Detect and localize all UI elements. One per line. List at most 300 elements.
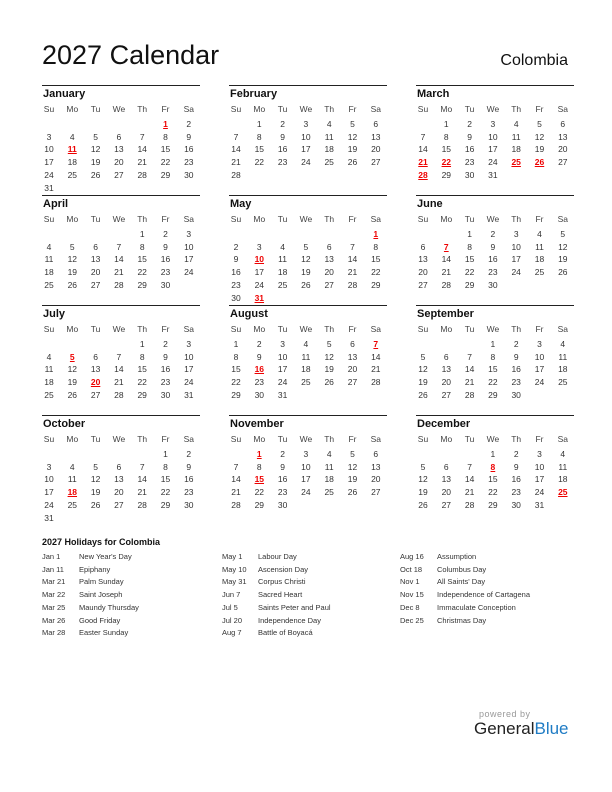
day: 23	[488, 267, 498, 278]
day: 2	[186, 449, 192, 459]
day: 17	[488, 144, 498, 155]
day: 20	[347, 364, 358, 375]
day: 10	[44, 144, 54, 155]
day: 3	[513, 229, 519, 239]
weekday-header: Fr	[348, 434, 357, 444]
weekday-header: Su	[230, 434, 242, 444]
weekday-header: Th	[511, 324, 522, 334]
day: 9	[163, 351, 168, 362]
day: 18	[534, 254, 545, 265]
day: 30	[231, 292, 241, 303]
month-january	[42, 85, 200, 196]
weekday-header: Mo	[253, 434, 266, 444]
day: 25	[324, 157, 334, 168]
day: 18	[44, 377, 54, 388]
day: 4	[69, 461, 75, 472]
day: 27	[90, 389, 101, 400]
day: 28	[231, 169, 241, 180]
day: 7	[233, 461, 239, 472]
day: 6	[443, 351, 449, 362]
day: 8	[163, 461, 168, 472]
day: 13	[441, 474, 452, 485]
day: 23	[160, 267, 171, 278]
weekday-header: Tu	[90, 214, 101, 224]
day: 26	[418, 389, 428, 400]
weekday-header: Mo	[66, 214, 79, 224]
brand-blue: Blue	[534, 719, 569, 738]
day: 27	[441, 499, 452, 510]
holiday-name: Labour Day	[258, 552, 297, 561]
day: 11	[558, 461, 568, 472]
holiday-name: Independence Day	[258, 615, 321, 625]
day: 26	[301, 279, 311, 290]
weekday-header: Mo	[440, 214, 453, 224]
day: 22	[464, 267, 475, 278]
day: 19	[347, 144, 358, 155]
day: 20	[114, 157, 124, 168]
month-february	[229, 85, 387, 196]
day: 1	[139, 229, 145, 239]
day: 13	[90, 364, 101, 375]
day: 29	[160, 499, 171, 510]
day: 6	[350, 339, 355, 349]
day: 30	[488, 279, 498, 290]
day: 6	[93, 351, 98, 362]
weekday-header: Sa	[557, 214, 568, 224]
day: 5	[93, 461, 98, 472]
day: 10	[301, 461, 311, 472]
day: 15	[137, 364, 147, 375]
day: 10	[184, 351, 194, 362]
day: 5	[420, 351, 426, 362]
day: 26	[67, 279, 78, 290]
day: 3	[490, 119, 496, 129]
holiday-day: 18	[67, 487, 78, 498]
day: 11	[44, 254, 54, 265]
day: 3	[537, 449, 542, 459]
day: 16	[231, 267, 241, 278]
day: 5	[326, 339, 332, 349]
day: 2	[467, 119, 472, 129]
holiday-day: 16	[254, 364, 265, 375]
day: 9	[256, 351, 262, 362]
day: 29	[488, 389, 498, 400]
weekday-header: Sa	[557, 324, 568, 334]
day: 30	[184, 499, 194, 510]
holiday-date: Oct 18	[400, 564, 423, 574]
day: 22	[137, 267, 147, 278]
holiday-date: Dec 25	[400, 615, 424, 625]
day: 29	[137, 279, 147, 290]
day: 12	[324, 351, 334, 362]
weekday-header: Th	[511, 434, 522, 444]
weekday-header: Sa	[370, 104, 381, 114]
day: 17	[184, 254, 194, 265]
weekday-header: Sa	[370, 324, 381, 334]
day: 19	[67, 377, 78, 388]
day: 15	[488, 364, 498, 375]
day: 7	[420, 131, 426, 142]
day: 8	[233, 351, 239, 362]
holiday-day: 11	[67, 144, 77, 155]
day: 7	[350, 241, 355, 252]
day: 15	[441, 144, 452, 155]
weekday-header: Sa	[370, 434, 381, 444]
weekday-header: Mo	[440, 434, 453, 444]
day: 9	[280, 461, 285, 472]
day: 5	[69, 241, 75, 252]
day: 29	[254, 499, 265, 510]
day: 1	[163, 449, 168, 459]
day: 28	[231, 499, 241, 510]
holiday-name: Christmas Day	[437, 615, 487, 625]
weekday-header: Fr	[161, 434, 170, 444]
day: 10	[534, 351, 545, 362]
weekday-header: Fr	[535, 214, 544, 224]
holiday-day: 7	[443, 241, 449, 252]
weekday-header: We	[486, 104, 500, 114]
day: 16	[184, 144, 194, 155]
day: 23	[254, 377, 265, 388]
holidays-title: 2027 Holidays for Colombia	[42, 537, 161, 547]
weekday-header: We	[486, 434, 500, 444]
day: 16	[160, 364, 171, 375]
day: 13	[114, 144, 124, 155]
weekday-header: Tu	[90, 104, 101, 114]
day: 25	[67, 169, 78, 180]
day: 11	[324, 131, 334, 142]
day: 28	[114, 389, 124, 400]
day: 21	[114, 267, 124, 278]
day: 3	[256, 241, 262, 252]
weekday-header: Sa	[370, 214, 381, 224]
day: 31	[44, 512, 54, 523]
day: 10	[184, 241, 194, 252]
day: 18	[324, 144, 334, 155]
weekday-header: Th	[511, 104, 522, 114]
holiday-day: 1	[256, 449, 262, 459]
day: 20	[558, 144, 568, 155]
weekday-header: Tu	[464, 434, 475, 444]
day: 22	[371, 267, 381, 278]
day: 27	[418, 279, 428, 290]
weekday-header: Th	[324, 104, 335, 114]
day: 10	[277, 351, 288, 362]
day: 5	[420, 461, 426, 472]
day: 16	[511, 474, 521, 485]
day: 18	[67, 157, 78, 168]
weekday-header: Th	[324, 324, 335, 334]
weekday-header: Th	[324, 214, 335, 224]
day: 7	[233, 131, 239, 142]
weekday-header: Sa	[183, 214, 194, 224]
month-september	[416, 305, 574, 416]
day: 23	[277, 487, 288, 498]
weekday-header: Mo	[66, 434, 79, 444]
weekday-header: Sa	[557, 104, 568, 114]
day: 9	[186, 131, 192, 142]
day: 10	[488, 131, 498, 142]
day: 24	[44, 499, 54, 510]
day: 20	[371, 474, 381, 485]
day: 6	[326, 241, 332, 252]
day: 14	[371, 351, 381, 362]
day: 13	[347, 351, 358, 362]
day: 10	[44, 474, 54, 485]
day: 14	[418, 144, 428, 155]
day: 2	[280, 449, 285, 459]
holiday-date: Mar 22	[42, 590, 66, 600]
day: 23	[184, 487, 194, 498]
day: 30	[160, 279, 171, 290]
day: 9	[163, 241, 168, 252]
day: 24	[254, 279, 265, 290]
day: 28	[464, 499, 475, 510]
day: 6	[93, 241, 98, 252]
day: 21	[464, 487, 475, 498]
day: 25	[558, 377, 568, 388]
day: 4	[560, 339, 566, 349]
day: 26	[347, 487, 358, 498]
day: 23	[511, 487, 521, 498]
day: 1	[490, 449, 496, 459]
day: 19	[558, 254, 568, 265]
day: 11	[324, 461, 334, 472]
day: 20	[441, 487, 452, 498]
day: 14	[231, 144, 241, 155]
weekday-header: Sa	[557, 434, 568, 444]
day: 25	[44, 389, 54, 400]
day: 5	[303, 241, 309, 252]
day: 8	[163, 131, 168, 142]
weekday-header: Mo	[253, 324, 266, 334]
weekday-header: Su	[230, 104, 242, 114]
day: 21	[231, 157, 241, 168]
weekday-header: Tu	[90, 324, 101, 334]
holiday-name: Corpus Christi	[258, 577, 306, 587]
day: 13	[114, 474, 124, 485]
day: 16	[184, 474, 194, 485]
day: 28	[347, 279, 358, 290]
day: 27	[441, 389, 452, 400]
holiday-name: Ascension Day	[258, 564, 309, 574]
day: 11	[535, 241, 544, 252]
holiday-name: Maundy Thursday	[79, 602, 139, 612]
month-name: September	[417, 308, 474, 320]
day: 13	[418, 254, 428, 265]
day: 10	[301, 131, 311, 142]
day: 14	[464, 364, 475, 375]
weekday-header: Mo	[440, 324, 453, 334]
day: 3	[303, 119, 309, 129]
day: 12	[534, 131, 545, 142]
day: 4	[326, 119, 332, 129]
holiday-day: 1	[163, 119, 168, 129]
weekday-header: Mo	[253, 104, 266, 114]
weekday-header: Mo	[253, 214, 266, 224]
day: 28	[114, 279, 124, 290]
day: 6	[420, 241, 426, 252]
day: 31	[184, 389, 194, 400]
day: 2	[513, 339, 519, 349]
day: 3	[186, 229, 192, 239]
day: 14	[137, 144, 147, 155]
holiday-day: 1	[373, 229, 379, 239]
day: 11	[511, 131, 521, 142]
day: 6	[443, 461, 449, 472]
day: 2	[280, 119, 285, 129]
day: 21	[347, 267, 358, 278]
weekday-header: Tu	[464, 324, 475, 334]
day: 15	[231, 364, 241, 375]
day: 3	[46, 131, 52, 142]
day: 20	[114, 487, 124, 498]
day: 3	[303, 449, 309, 459]
day: 27	[371, 487, 381, 498]
day: 23	[277, 157, 288, 168]
day: 27	[558, 157, 568, 168]
day: 24	[184, 377, 194, 388]
day: 11	[44, 364, 54, 375]
weekday-header: Tu	[277, 434, 288, 444]
day: 24	[534, 487, 545, 498]
weekday-header: Th	[511, 214, 522, 224]
day: 13	[324, 254, 334, 265]
weekday-header: Su	[230, 214, 242, 224]
day: 25	[44, 279, 54, 290]
day: 29	[371, 279, 381, 290]
day: 5	[93, 131, 98, 142]
day: 6	[373, 119, 379, 129]
holiday-date: Dec 8	[400, 602, 420, 612]
holiday-name: Easter Sunday	[79, 628, 129, 638]
weekday-header: Su	[417, 434, 429, 444]
day: 9	[467, 131, 472, 142]
day: 23	[511, 377, 521, 388]
weekday-header: Tu	[464, 214, 475, 224]
weekday-header: Su	[417, 214, 429, 224]
weekday-header: Fr	[535, 324, 544, 334]
day: 19	[418, 487, 428, 498]
day: 9	[280, 131, 285, 142]
day: 28	[137, 169, 147, 180]
holiday-date: May 10	[222, 564, 247, 574]
weekday-header: We	[112, 324, 126, 334]
day: 13	[441, 364, 452, 375]
day: 17	[44, 157, 54, 168]
holiday-day: 7	[373, 339, 379, 349]
weekday-header: Su	[230, 324, 242, 334]
day: 12	[90, 474, 101, 485]
holiday-day: 15	[254, 474, 265, 485]
day: 29	[488, 499, 498, 510]
day: 18	[558, 364, 568, 375]
day: 16	[277, 474, 288, 485]
day: 13	[371, 461, 381, 472]
weekday-header: We	[112, 214, 126, 224]
month-october	[42, 415, 200, 526]
day: 1	[233, 339, 239, 349]
day: 8	[443, 131, 449, 142]
day: 24	[488, 157, 498, 168]
day: 1	[490, 339, 496, 349]
holiday-date: Jan 11	[42, 564, 64, 574]
day: 18	[44, 267, 54, 278]
weekday-header: We	[486, 324, 500, 334]
day: 24	[511, 267, 521, 278]
day: 21	[371, 364, 381, 375]
weekday-header: Su	[43, 214, 55, 224]
day: 19	[67, 267, 78, 278]
holiday-day: 26	[534, 157, 545, 168]
holiday-day: 21	[418, 157, 428, 168]
weekday-header: Sa	[183, 434, 194, 444]
day: 26	[418, 499, 428, 510]
generalblue-logo[interactable]	[474, 719, 569, 739]
day: 16	[464, 144, 475, 155]
day: 19	[90, 487, 101, 498]
day: 19	[418, 377, 428, 388]
day: 30	[277, 499, 288, 510]
day: 25	[301, 377, 311, 388]
day: 22	[160, 487, 171, 498]
day: 26	[67, 389, 78, 400]
holiday-name: Palm Sunday	[79, 577, 124, 587]
weekday-header: Su	[417, 324, 429, 334]
day: 24	[184, 267, 194, 278]
month-name: January	[43, 88, 86, 100]
day: 3	[46, 461, 52, 472]
weekday-header: Fr	[161, 324, 170, 334]
weekday-header: We	[112, 104, 126, 114]
day: 12	[418, 474, 428, 485]
day: 20	[441, 377, 452, 388]
day: 22	[254, 157, 265, 168]
weekday-header: Fr	[535, 434, 544, 444]
weekday-header: Fr	[348, 324, 357, 334]
holiday-date: Mar 21	[42, 577, 66, 587]
day: 14	[464, 474, 475, 485]
day: 9	[186, 461, 192, 472]
day: 19	[347, 474, 358, 485]
day: 23	[231, 279, 241, 290]
weekday-header: Sa	[183, 324, 194, 334]
day: 16	[488, 254, 498, 265]
weekday-header: Th	[137, 434, 148, 444]
holiday-date: Jul 20	[222, 615, 243, 625]
day: 24	[534, 377, 545, 388]
day: 12	[301, 254, 311, 265]
month-april	[42, 195, 200, 306]
day: 20	[324, 267, 334, 278]
holiday-day: 5	[69, 351, 75, 362]
day: 8	[139, 351, 145, 362]
day: 16	[511, 364, 521, 375]
day: 25	[534, 267, 545, 278]
day: 14	[441, 254, 452, 265]
day: 22	[160, 157, 171, 168]
day: 14	[114, 364, 124, 375]
day: 9	[233, 254, 239, 265]
day: 30	[184, 169, 194, 180]
holiday-day: 8	[490, 461, 496, 472]
day: 12	[347, 131, 358, 142]
holiday-day: 20	[90, 377, 101, 388]
day: 15	[160, 474, 171, 485]
day: 22	[254, 487, 265, 498]
powered-by: powered by	[479, 709, 531, 719]
day: 15	[160, 144, 171, 155]
